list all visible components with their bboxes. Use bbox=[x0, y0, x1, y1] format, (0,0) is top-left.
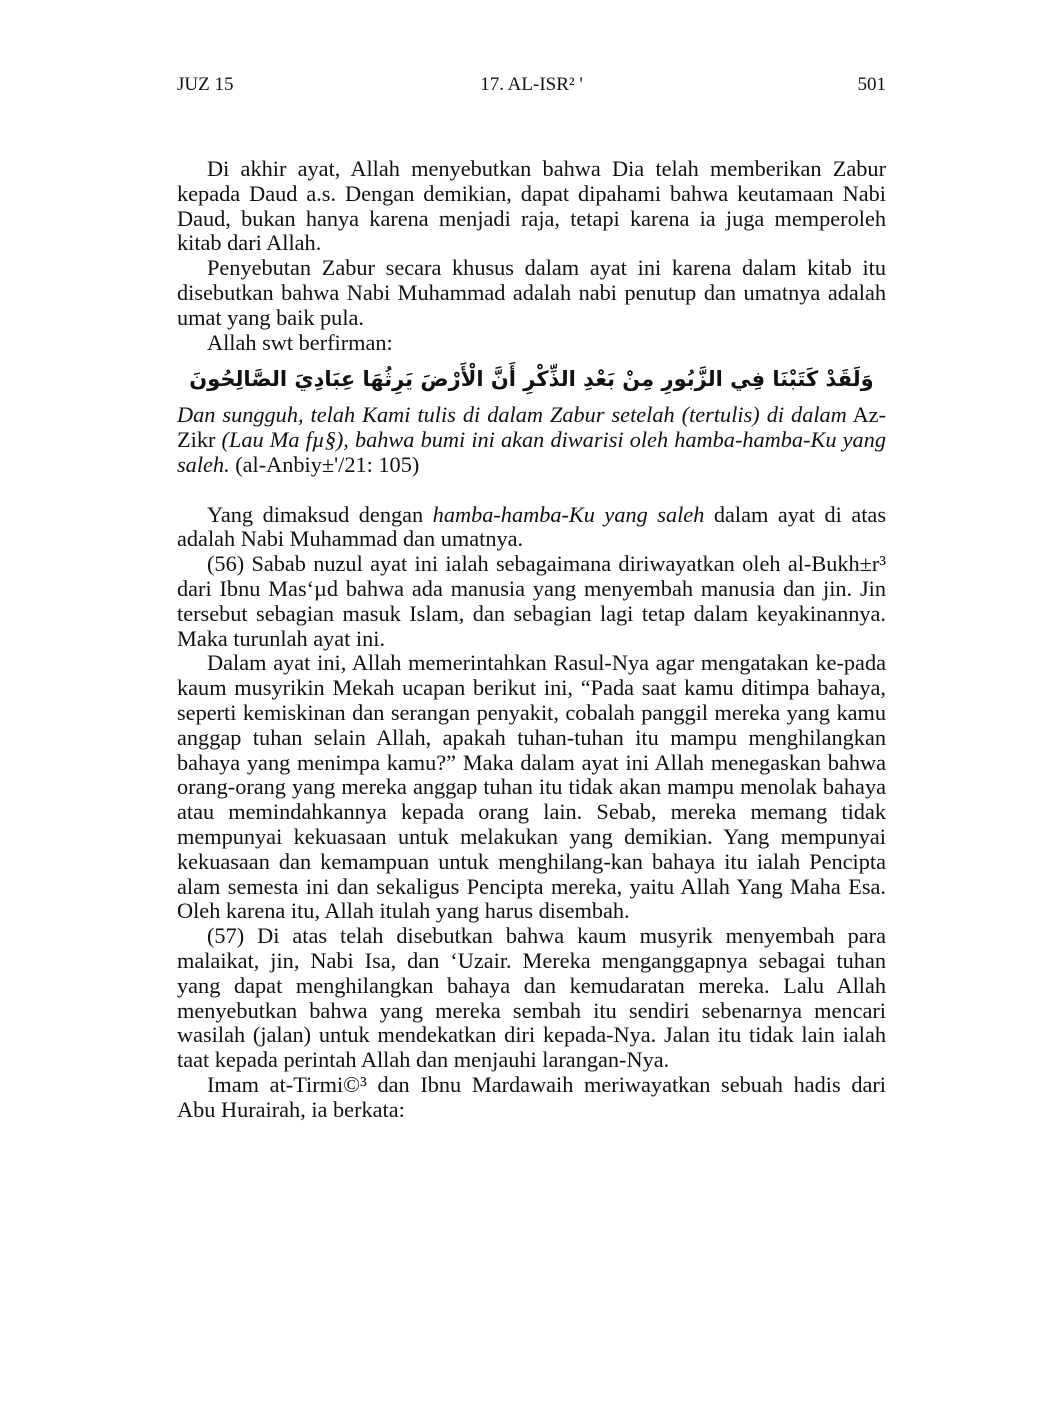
translation-text: Az-Zikr bbox=[177, 402, 886, 453]
arabic-verse: وَلَقَدْ كَتَبْنَا فِي الزَّبُورِ مِنْ بَعْدِ الذِّكْرِ أَنَّ الْأَرْضَ يَرِثُهَا عِبَادِيَ الصَّالِحُونَ bbox=[189, 367, 874, 392]
surah-title: 17. AL-ISR² ' bbox=[480, 74, 583, 95]
text: dalam ayat di atas adalah Nabi Muhammad dan umatnya. bbox=[177, 501, 886, 552]
paragraph: Penyebutan Zabur secara khusus dalam ayat ini karena dalam kitab itu disebutkan bahwa Nabi Muhammad adalah nabi penutup dan umatnya adalah umat yang baik pula. bbox=[177, 255, 886, 330]
paragraph: (57) Di atas telah disebutkan bahwa kaum musyrik menyembah para malaikat, jin, Nabi Isa, dan ‘Uzair. Mereka menganggapnya sebagai tuhan yang dapat menghilangkan bahaya dan kemudaratan mereka. Lalu Allah menyebutkan bahwa yang mereka sembah itu sendiri sebenarnya mencari wasilah (jalan) untuk mendekatkan diri kepada-Nya. Jalan itu tidak lain ialah taat kepada perintah Allah dan menjauhi larangan-Nya. bbox=[177, 923, 886, 1073]
paragraph: Imam at-Tirmi©³ dan Ibnu Mardawaih meriwayatkan sebuah hadis dari Abu Hurairah, ia berkata: bbox=[177, 1071, 886, 1122]
paragraph: Allah swt berfirman: bbox=[207, 329, 393, 355]
paragraph: Dalam ayat ini, Allah memerintahkan Rasul-Nya agar mengatakan ke-pada kaum musyrikin Mekah ucapan berikut ini, “Pada saat kamu ditimpa bahaya, seperti kemiskinan dan serangan penyakit, cobalah panggil mereka yang kamu anggap tuhan selain Allah, apakah tuhan-tuhan itu mampu menghilangkan bahaya yang menimpa kamu?” Maka dalam ayat ini Allah menegaskan bahwa orang-orang yang mereka anggap tuhan itu tidak akan mampu menolak bahaya atau memindahkannya kepada orang lain. Sebab, mereka memang tidak mempunyai kekuasaan untuk melakukan yang demikian. Yang mempunyai kekuasaan dan kemampuan untuk menghilang-kan bahaya itu ialah Pencipta alam semesta ini dan sekaligus Pencipta mereka, yaitu Allah Yang Maha Esa. Oleh karena itu, Allah itulah yang harus disembah. bbox=[177, 650, 886, 924]
translation-text: (Lau Ma fµ§), bahwa bumi ini akan diwarisi oleh hamba-hamba-Ku yang saleh. bbox=[177, 427, 886, 477]
paragraph: Di akhir ayat, Allah menyebutkan bahwa Dia telah memberikan Zabur kepada Daud a.s. Dengan demikian, dapat dipahami bahwa keutamaan Nabi Daud, bukan hanya karena menjadi raja, tetapi karena ia juga memperoleh kitab dari Allah. bbox=[177, 156, 886, 256]
verse-translation bbox=[177, 403, 886, 477]
text: Yang dimaksud dengan bbox=[207, 501, 433, 527]
page-header bbox=[177, 74, 886, 100]
juz-label: JUZ 15 bbox=[177, 74, 234, 95]
page-body bbox=[177, 157, 886, 1122]
verse-reference: (al-Anbiy±'/21: 105) bbox=[229, 451, 420, 477]
translation-text: Dan sungguh, telah Kami tulis di dalam Zabur setelah (tertulis) di dalam bbox=[177, 402, 847, 428]
paragraph: (56) Sabab nuzul ayat ini ialah sebagaimana diriwayatkan oleh al-Bukh±r³ dari Ibnu Mas‘µd bahwa ada manusia yang menyembah manusia dan jin. Jin tersebut sebagian masuk Islam, dan sebagian lagi tetap dalam keyakinannya. Maka turunlah ayat ini. bbox=[177, 551, 886, 651]
page-number: 501 bbox=[857, 74, 886, 95]
spacer bbox=[177, 478, 886, 503]
emphasis: hamba-hamba-Ku yang saleh bbox=[432, 501, 705, 527]
paragraph bbox=[177, 503, 886, 553]
